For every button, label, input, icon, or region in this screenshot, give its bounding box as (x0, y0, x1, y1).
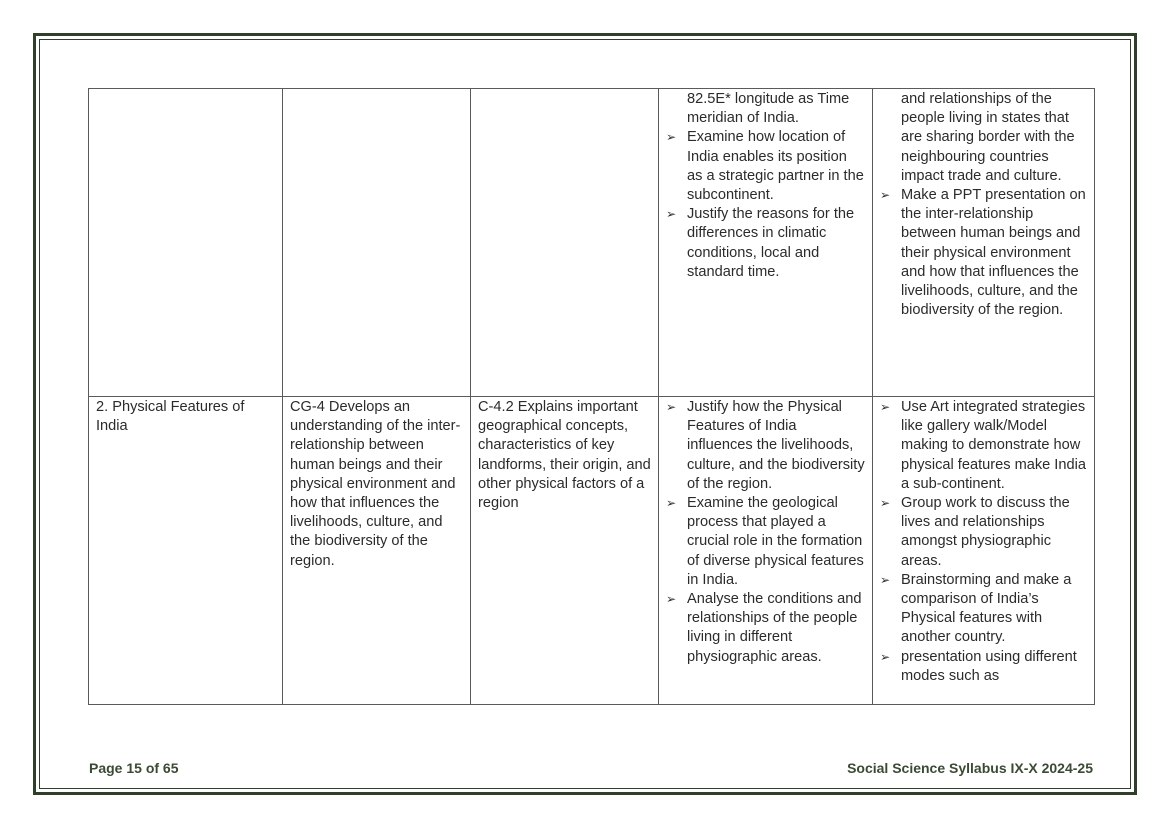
pedagogy-list (880, 90, 1088, 320)
curricular-goal-cell (283, 89, 471, 397)
list-item: ➢ Examine how location of India enables its position as a strategic partner in the subcontinent. (666, 128, 866, 205)
competency-cell: C-4.2 Explains important geographical concepts, characteristics of key landforms, their origin, and other physical factors of a region (471, 397, 659, 705)
list-item: and relationships of the people living in states that are sharing border with the neighbouring countries impact trade and culture. (901, 91, 1075, 184)
pedagogy-cell (873, 397, 1095, 705)
learning-outcomes-list (666, 90, 866, 282)
list-item: 82.5E* longitude as Time meridian of India. (687, 91, 850, 127)
list-item: ➢ Use Art integrated strategies like gallery walk/Model making to demonstrate how physical features make India a sub-continent. (880, 398, 1088, 494)
chapter-cell (89, 89, 283, 397)
pedagogy-cell (873, 89, 1095, 397)
table-row (89, 89, 1095, 397)
learning-outcomes-cell (659, 397, 873, 705)
list-item: ➢ Make a PPT presentation on the inter-relationship between human beings and their physical environment and how that influences the livelihoods, culture, and the biodiversity of the region. (880, 186, 1088, 320)
list-item: ➢ Analyse the conditions and relationships of the people living in different physiographic areas. (666, 590, 866, 667)
list-item: ➢ Justify how the Physical Features of India influences the livelihoods, culture, and the biodiversity of the region. (666, 398, 866, 494)
document-title: Social Science Syllabus IX-X 2024-25 (847, 760, 1093, 776)
learning-outcomes-list (666, 398, 866, 667)
table-row (89, 397, 1095, 705)
syllabus-table (88, 88, 1095, 705)
chapter-cell: 2. Physical Features of India (89, 397, 283, 705)
pedagogy-list (880, 398, 1088, 686)
list-item: ➢ presentation using different modes such as (880, 648, 1088, 686)
competency-cell (471, 89, 659, 397)
list-item: ➢ Examine the geological process that played a crucial role in the formation of diverse physical features in India. (666, 494, 866, 590)
page-number: Page 15 of 65 (89, 760, 179, 776)
curricular-goal-cell: CG-4 Develops an understanding of the inter-relationship between human beings and their physical environment and how that influences the livelihoods, culture, and the biodiversity of the region. (283, 397, 471, 705)
list-item: ➢ Group work to discuss the lives and relationships amongst physiographic areas. (880, 494, 1088, 571)
learning-outcomes-cell (659, 89, 873, 397)
list-item: ➢ Brainstorming and make a comparison of India’s Physical features with another country. (880, 571, 1088, 648)
list-item: ➢ Justify the reasons for the differences in climatic conditions, local and standard time. (666, 205, 866, 282)
